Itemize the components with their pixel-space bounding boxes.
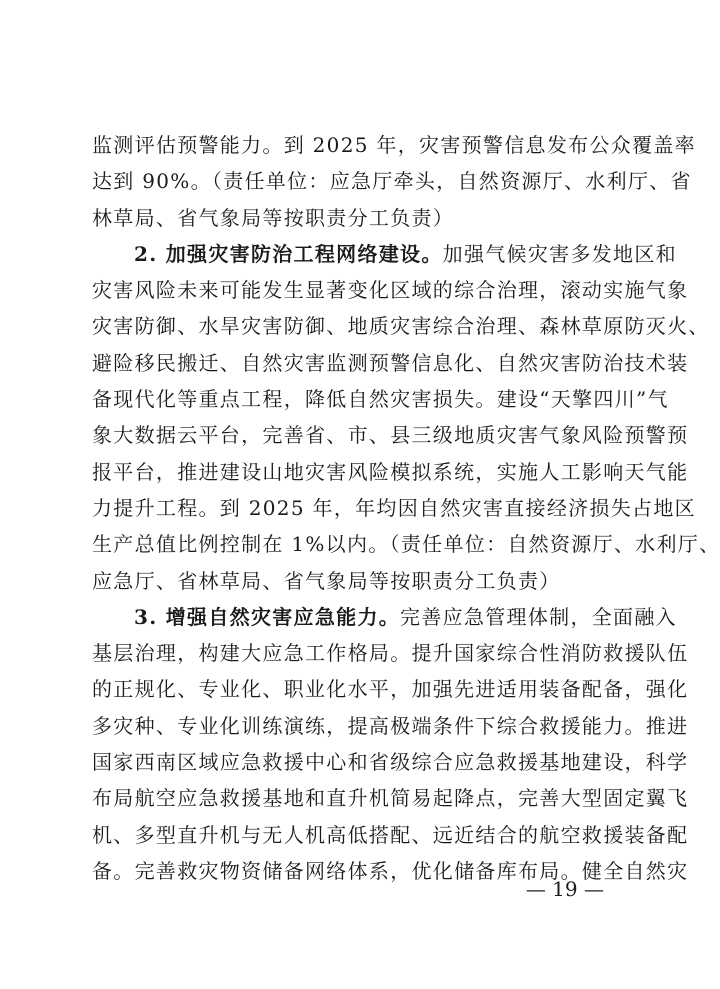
text-line-10: 报平台，推进建设山地灾害风险模拟系统，实施人工影响天气能 [92,459,689,484]
text-line-7: 避险移民搬迁、自然灾害监测预警信息化、自然灾害防治技术装 [92,350,689,375]
text-line-15: 基层治理，构建大应急工作格局。提升国家综合性消防救援队伍 [92,641,689,666]
text-line-13: 应急厅、省林草局、省气象局等按职责分工负责） [92,568,561,593]
text-line-2: 达到 90%。（责任单位：应急厅牵头，自然资源厅、水利厅、省 [92,169,692,194]
text-line-17: 多灾种、专业化训练演练，提高极端条件下综合救援能力。推进 [92,713,689,738]
text-line-12: 生产总值比例控制在 1%以内。（责任单位：自然资源厅、水利厅、 [92,532,720,557]
body-text [92,127,720,889]
text-line-19: 布局航空应急救援基地和直升机简易起降点，完善大型固定翼飞 [92,786,689,811]
text-line-1: 监测评估预警能力。到 2025 年，灾害预警信息发布公众覆盖率 [92,133,696,157]
text-line-16: 的正规化、专业化、职业化水平，加强先进适用装备配备，强化 [92,677,689,702]
section-3-first-line: 3. 增强自然灾害应急能力。完善应急管理体制，全面融入 [134,604,677,629]
page-number: — 19 — [525,877,604,901]
section-2-heading: 2. 加强灾害防治工程网络建设。 [134,241,443,266]
text-line-9: 象大数据云平台，完善省、市、县三级地质灾害气象风险预警预 [92,423,689,448]
text-line-3: 林草局、省气象局等按职责分工负责） [92,205,455,230]
text-line-6: 灾害防御、水旱灾害防御、地质灾害综合治理、森林草原防灭火、 [92,314,710,339]
text-line-21: 备。完善救灾物资储备网络体系，优化储备库布局。健全自然灾 [92,858,689,883]
text-line-5: 灾害风险未来可能发生显著变化区域的综合治理，滚动实施气象 [92,278,689,303]
section-2-first-line: 2. 加强灾害防治工程网络建设。加强气候灾害多发地区和 [134,241,677,266]
text-line-8: 备现代化等重点工程，降低自然灾害损失。建设“天擎四川”气 [92,387,669,412]
text-line-11: 力提升工程。到 2025 年，年均因自然灾害直接经济损失占地区 [92,495,696,520]
section-3-heading: 3. 增强自然灾害应急能力。 [134,604,401,629]
text-line-18: 国家西南区域应急救援中心和省级综合应急救援基地建设，科学 [92,750,689,775]
text-line-20: 机、多型直升机与无人机高低搭配、远近结合的航空救援装备配 [92,822,689,847]
